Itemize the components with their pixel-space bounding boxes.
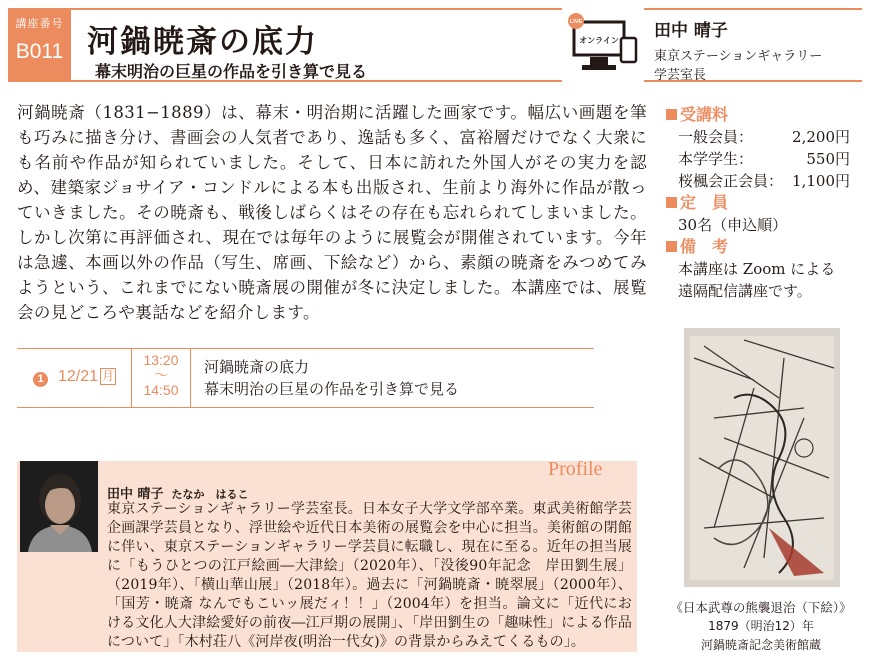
- capacity-value: 30名（申込順）: [678, 216, 788, 234]
- square-bullet-icon: [666, 109, 677, 120]
- profile-name: 田中 晴子 たなか はるこ: [107, 487, 249, 502]
- session-time: 13:20 〜 14:50: [131, 349, 191, 407]
- square-bullet-icon: [666, 241, 677, 252]
- online-text: オンライン: [579, 36, 619, 45]
- artwork-year: 1879（明治12）年: [708, 619, 814, 633]
- session-date: 12/21 月: [58, 368, 115, 385]
- course-title: 河鍋暁斎の底力: [87, 24, 318, 60]
- profile-text: 東京ステーションギャラリー学芸室長。日本女子大学文学部卒業。東武美術館学芸企画課学芸員となり、浮世絵や近代日本美術の展覧会を中心に担当。美術館の閉館に伴い、東京ステーションギャラリー学芸員に転職し、現在に至る。近年の担当展に「もうひとつの江戸絵画―大津絵」（2020年）、「没後90年記念 岸田劉生展」（2019年）、「横山華山展」（2018年）。過去に「河鍋暁斎・暁翠展」（2000年）、「国芳・暁斎 なんでもこいッ展だィ！！」（2004年）を担当。論文に「近代における文化人大津絵愛好の前夜―江戸期の展開」、「岸田劉生の「趣味性」による作品について」「木村荘八《河岸夜(明治一代女)》の背景からみえてくるもの」。: [107, 501, 632, 650]
- session-weekday: 月: [102, 369, 115, 383]
- fee-row-alumni: 桜楓会正会員： 1,100円: [678, 172, 850, 190]
- live-text: LIVE: [569, 19, 583, 25]
- session-schedule: [17, 348, 594, 408]
- fee-row-student: 本学学生： 550円: [678, 150, 850, 168]
- course-code: B011: [15, 40, 64, 63]
- course-subtitle: 幕末明治の巨星の作品を引き算で見る: [95, 62, 368, 81]
- course-number-label: 講座番号: [15, 17, 64, 30]
- session-title: 河鍋暁斎の底力 幕末明治の巨星の作品を引き算で見る: [204, 358, 460, 398]
- teacher-name: 田中 晴子: [654, 21, 728, 41]
- teacher-photo: [20, 461, 98, 552]
- artwork-caption: [655, 598, 867, 655]
- portrait-image: [20, 461, 98, 552]
- session-number: 1: [33, 372, 48, 387]
- teacher-box: [644, 8, 862, 82]
- fee-heading: 受講料: [666, 104, 862, 126]
- artwork-image: [684, 328, 840, 587]
- notes-line1: 本講座は Zoom による: [678, 260, 836, 278]
- course-number-box: [8, 8, 71, 82]
- artwork-illustration: [684, 328, 840, 587]
- title-bar: [71, 8, 562, 82]
- square-bullet-icon: [666, 197, 677, 208]
- notes-line2: 遠隔配信講座です。: [678, 282, 812, 300]
- course-description: 河鍋暁斎（1831−1889）は、幕末・明治期に活躍した画家です。幅広い画題を筆も巧みに描き分け、書画会の人気者であり、逸話も多く、富裕層だけでなく大衆にも名前や作品が知られていました。そして、日本に訪れた外国人がその実力を認め、建築家ジョサイア・コンドルによる本も出版され、生前より海外に作品が散っていきました。その暁斎も、戦後しばらくはその存在も忘れられてしまいました。しかし次第に再評価され、現在では毎年のように展覧会が開催されています。今年は急遽、本画以外の作品（写生、席画、下絵など）から、素顔の暁斎をみつめてみようという、これまでにない暁斎展の開催が冬に決定しました。本講座では、展覧会の見どころや裏話などを紹介します。: [17, 103, 647, 322]
- artwork-title: 《日本武尊の熊襲退治（下絵）》: [670, 600, 852, 615]
- capacity-heading: 定 員: [666, 192, 862, 214]
- online-monitor-icon: [566, 12, 639, 76]
- artwork-owner: 河鍋暁斎記念美術館蔵: [700, 638, 821, 652]
- notes-heading: 備 考: [666, 236, 862, 258]
- profile-heading: Profile: [548, 458, 603, 480]
- fee-row-general: 一般会員： 2,200円: [678, 128, 850, 146]
- teacher-org-line2: 学芸室長: [654, 68, 707, 83]
- course-info-panel: [666, 104, 862, 302]
- teacher-org-line1: 東京ステーションギャラリー: [654, 49, 823, 64]
- profile-kana: たなか はるこ: [171, 488, 249, 501]
- online-badge: [566, 12, 639, 76]
